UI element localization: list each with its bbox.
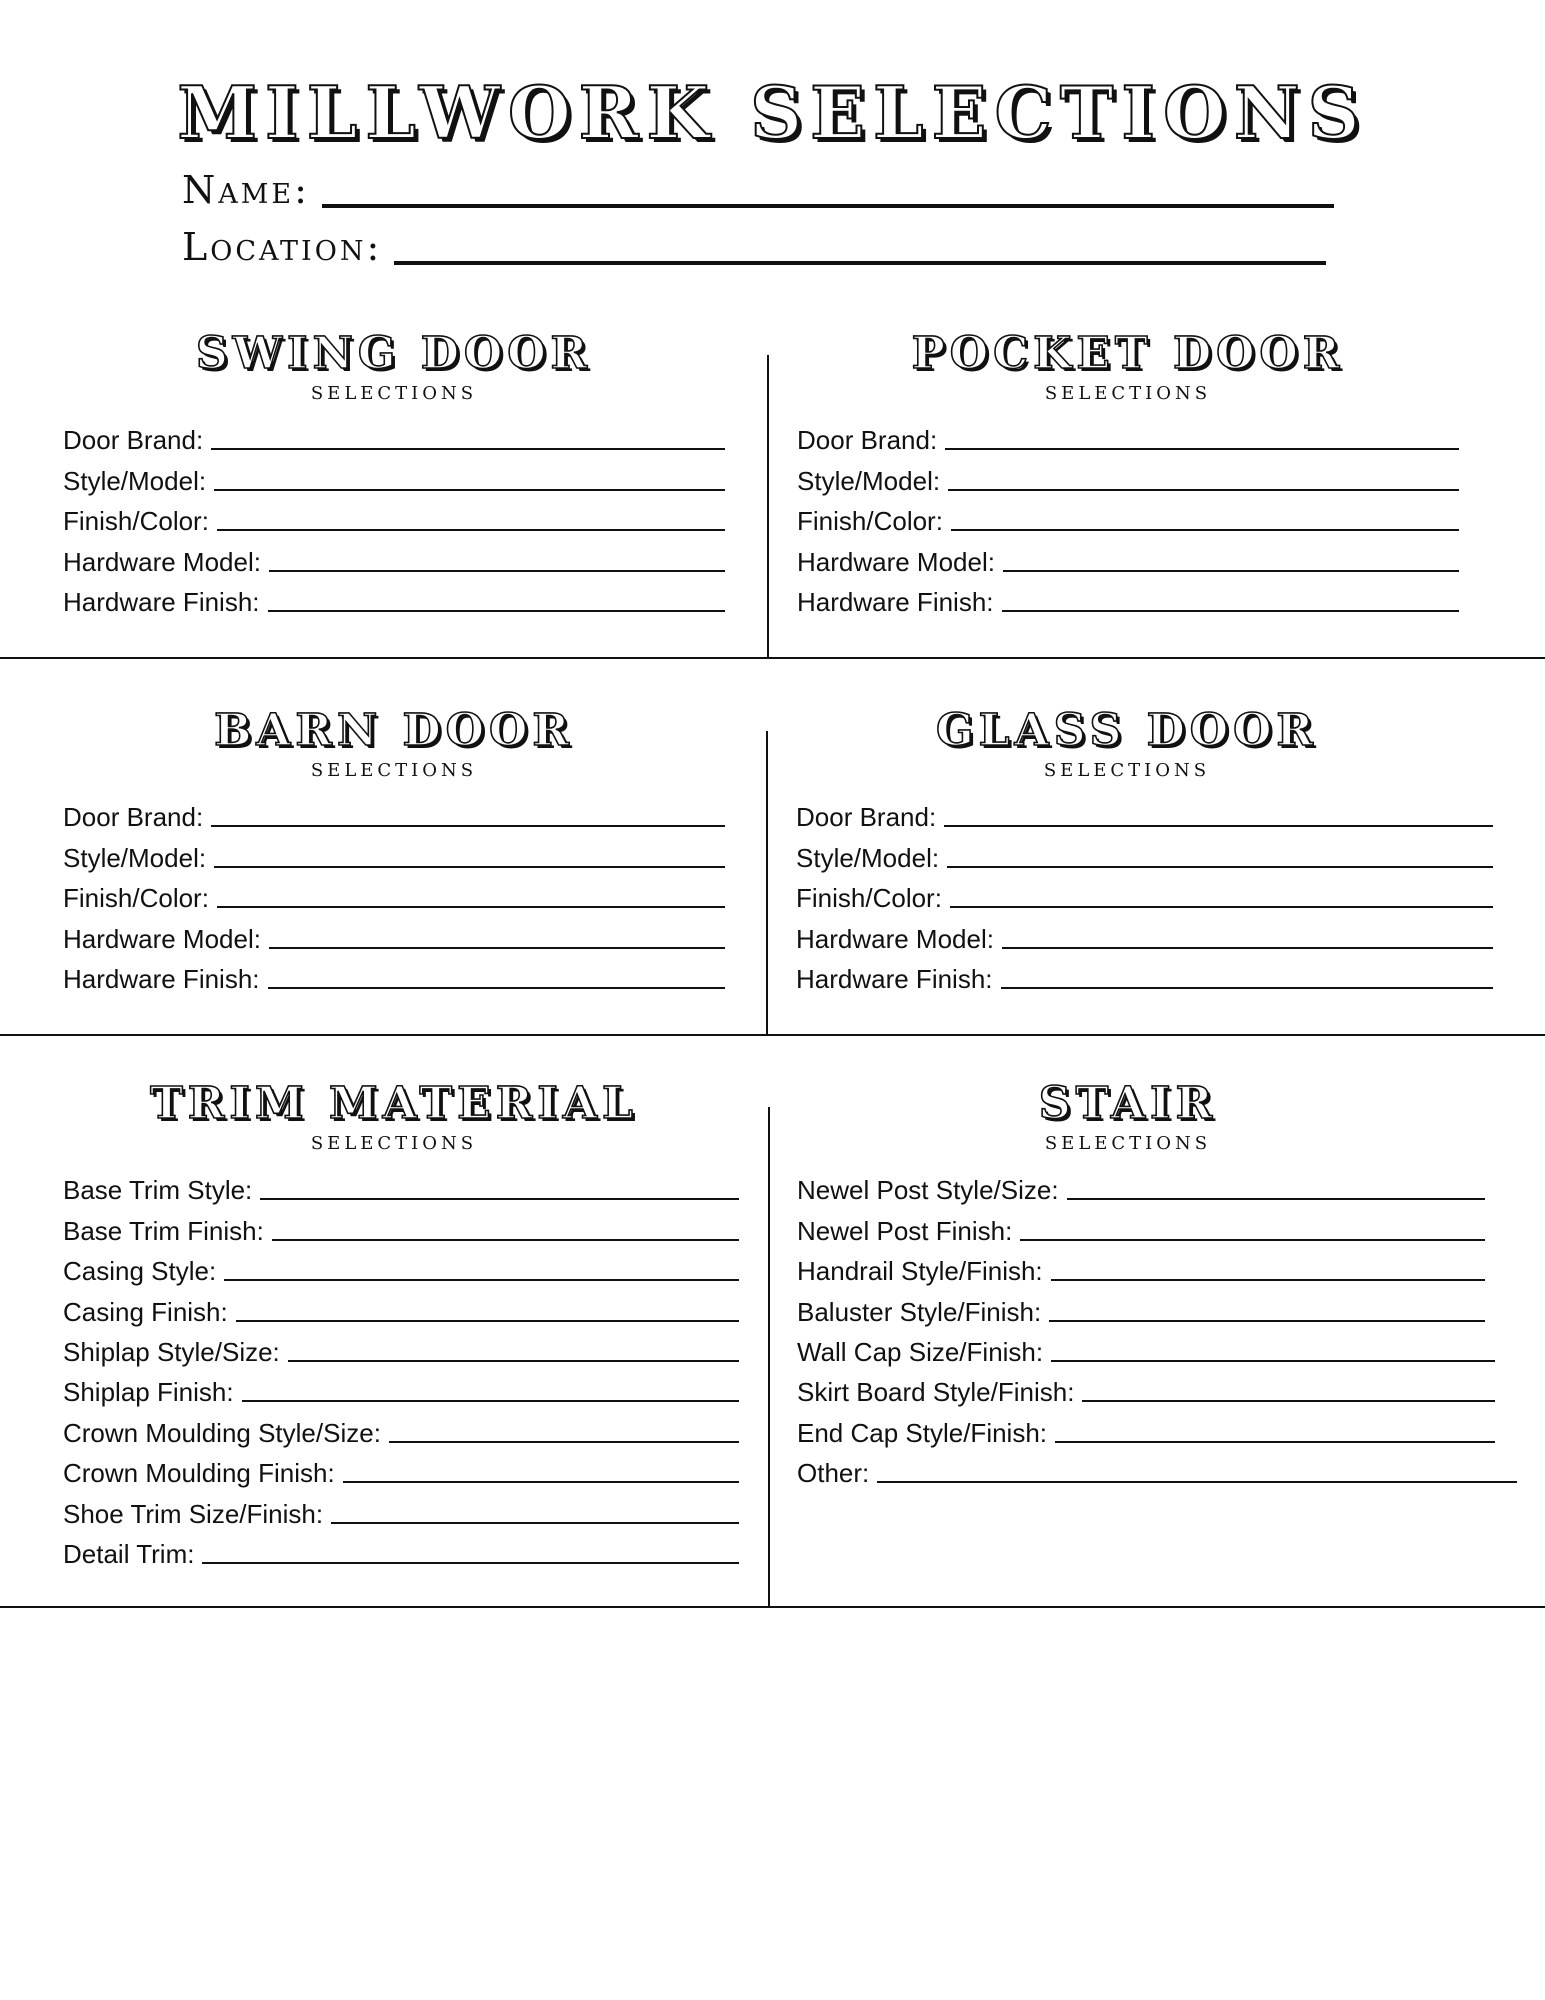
field-row [796,793,1493,833]
field-input-line[interactable] [269,570,725,572]
field-input-line[interactable] [1001,987,1493,989]
section-glass-door [796,705,1493,995]
field-input-line[interactable] [947,866,1493,868]
field-label: Detail Trim: [63,1538,195,1569]
field-input-line[interactable] [217,906,725,908]
field-row [63,1166,739,1206]
field-label: Hardware Finish: [63,586,260,617]
field-row [797,578,1459,618]
field-row [797,537,1459,577]
field-label: Baluster Style/Finish: [797,1296,1042,1327]
field-label: Style/Model: [796,842,940,873]
field-row [63,914,725,954]
field-row [63,497,725,537]
section-title: SWING DOOR [195,328,593,379]
field-label: End Cap Style/Finish: [797,1417,1048,1448]
field-label: Base Trim Style: [63,1175,253,1206]
field-row [797,1247,1485,1287]
field-label: Finish/Color: [63,883,209,914]
field-row [63,537,725,577]
field-label: Skirt Board Style/Finish: [797,1377,1075,1408]
field-label: Finish/Color: [797,506,943,537]
field-row [797,497,1459,537]
location-label: Location: [182,225,383,269]
field-input-line[interactable] [214,866,725,868]
field-input-line[interactable] [236,1320,739,1322]
field-input-line[interactable] [268,987,725,989]
field-input-line[interactable] [944,825,1493,827]
section-subtitle: SELECTIONS [1044,383,1212,404]
field-row [797,1408,1495,1448]
section-title: TRIM MATERIAL [150,1078,638,1129]
section-trim-material [63,1078,739,1570]
field-input-line[interactable] [242,1400,739,1402]
field-row [796,833,1493,873]
field-row [796,955,1493,995]
name-field [182,168,1334,212]
field-row [796,874,1493,914]
field-input-line[interactable] [211,448,725,450]
field-label: Shiplap Style/Size: [63,1336,280,1367]
field-input-line[interactable] [331,1522,739,1524]
field-label: Style/Model: [797,465,941,496]
section-barn-door [63,705,725,995]
field-label: Handrail Style/Finish: [797,1256,1043,1287]
field-label: Shoe Trim Size/Finish: [63,1498,324,1529]
divider-row-2 [0,1034,1545,1036]
divider-col-3 [768,1107,770,1606]
field-label: Hardware Model: [63,546,261,577]
divider-row-3 [0,1606,1545,1608]
location-input-line[interactable] [394,257,1326,265]
field-label: Style/Model: [63,842,207,873]
field-input-line[interactable] [269,947,725,949]
field-row [63,1247,739,1287]
field-input-line[interactable] [214,489,725,491]
divider-col-2 [766,731,768,1034]
field-row [63,793,725,833]
field-label: Door Brand: [796,802,937,833]
field-label: Hardware Finish: [63,963,260,994]
field-input-line[interactable] [260,1198,739,1200]
field-input-line[interactable] [202,1562,739,1564]
field-row [63,578,725,618]
field-row [63,1530,739,1570]
field-row [797,1368,1495,1408]
field-label: Base Trim Finish: [63,1215,264,1246]
field-row [63,1368,739,1408]
field-input-line[interactable] [389,1441,739,1443]
section-title: STAIR [1038,1078,1218,1129]
field-label: Newel Post Finish: [797,1215,1013,1246]
divider-row-1 [0,657,1545,659]
field-row [63,874,725,914]
field-input-line[interactable] [1082,1400,1495,1402]
field-row [63,1287,739,1327]
section-subtitle: SELECTIONS [310,1133,478,1154]
field-input-line[interactable] [950,906,1493,908]
field-row [63,955,725,995]
field-input-line[interactable] [1003,570,1459,572]
field-input-line[interactable] [1020,1239,1485,1241]
section-title: GLASS DOOR [936,705,1318,756]
field-row [63,416,725,456]
field-row [63,1328,739,1368]
location-field [182,225,1326,269]
section-swing-door [63,328,725,618]
section-pocket-door [797,328,1459,618]
field-label: Crown Moulding Finish: [63,1458,335,1489]
field-row [797,1287,1485,1327]
field-input-line[interactable] [945,448,1459,450]
section-subtitle: SELECTIONS [1044,1133,1212,1154]
section-subtitle: SELECTIONS [310,760,478,781]
name-input-line[interactable] [322,200,1334,208]
field-row [797,416,1459,456]
field-input-line[interactable] [1055,1441,1495,1443]
field-label: Hardware Finish: [797,586,994,617]
field-input-line[interactable] [272,1239,739,1241]
field-label: Casing Style: [63,1256,217,1287]
section-title: BARN DOOR [214,705,574,756]
field-label: Shiplap Finish: [63,1377,234,1408]
field-input-line[interactable] [948,489,1459,491]
field-label: Crown Moulding Style/Size: [63,1417,381,1448]
field-row [796,914,1493,954]
field-row [63,1449,739,1489]
field-input-line[interactable] [288,1360,739,1362]
field-input-line[interactable] [1067,1198,1485,1200]
name-label: Name: [182,168,310,212]
field-input-line[interactable] [951,529,1459,531]
field-row [797,1206,1485,1246]
field-row [797,1449,1517,1489]
field-input-line[interactable] [217,529,725,531]
field-input-line[interactable] [1051,1360,1495,1362]
field-label: Door Brand: [63,425,204,456]
field-input-line[interactable] [1002,947,1493,949]
field-input-line[interactable] [1002,610,1459,612]
field-label: Hardware Model: [63,923,261,954]
field-row [797,1328,1495,1368]
section-subtitle: SELECTIONS [1043,760,1211,781]
section-title: POCKET DOOR [911,328,1345,379]
field-row [63,1489,739,1529]
field-label: Finish/Color: [63,506,209,537]
field-row [63,1408,739,1448]
field-label: Finish/Color: [796,883,942,914]
field-label: Hardware Model: [797,546,995,577]
field-input-line[interactable] [877,1481,1517,1483]
field-label: Wall Cap Size/Finish: [797,1336,1044,1367]
field-row [797,1166,1485,1206]
field-input-line[interactable] [1051,1279,1485,1281]
field-label: Casing Finish: [63,1296,228,1327]
field-input-line[interactable] [224,1279,739,1281]
section-stair [797,1078,1517,1489]
field-input-line[interactable] [268,610,725,612]
section-subtitle: SELECTIONS [310,383,478,404]
field-input-line[interactable] [343,1481,739,1483]
field-label: Other: [797,1458,870,1489]
field-row [797,456,1459,496]
field-label: Newel Post Style/Size: [797,1175,1059,1206]
field-row [63,456,725,496]
field-input-line[interactable] [211,825,725,827]
divider-col-1 [767,355,769,657]
field-label: Hardware Finish: [796,963,993,994]
field-row [63,833,725,873]
field-input-line[interactable] [1049,1320,1485,1322]
field-label: Style/Model: [63,465,207,496]
page-title: MILLWORK SELECTIONS [177,70,1368,155]
field-row [63,1206,739,1246]
field-label: Hardware Model: [796,923,994,954]
field-label: Door Brand: [797,425,938,456]
field-label: Door Brand: [63,802,204,833]
